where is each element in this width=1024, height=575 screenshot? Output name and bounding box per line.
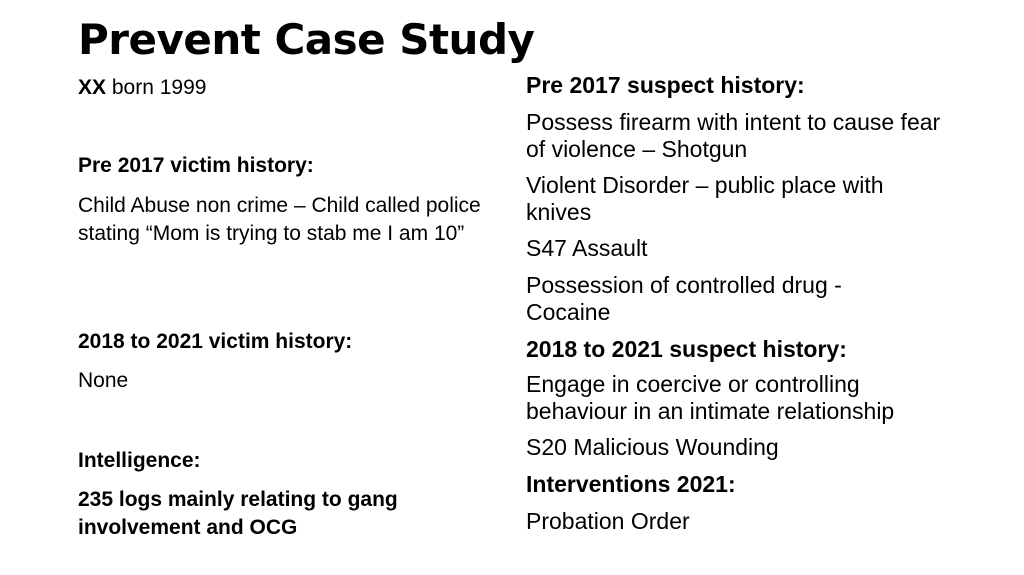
- suspect-2018-2021-item: S20 Malicious Wounding: [526, 434, 779, 460]
- pre2017-suspect-item: Violent Disorder – public place with knives: [526, 172, 884, 225]
- intelligence-heading: Intelligence:: [78, 449, 201, 472]
- intelligence-text: 235 logs mainly relating to gang involvement and OCG: [78, 488, 398, 539]
- pre2017-suspect-item: S47 Assault: [526, 235, 648, 261]
- pre2017-victim-text: Child Abuse non crime – Child called police stating “Mom is trying to stab me I am 10”: [78, 194, 481, 245]
- slide-title: Prevent Case Study: [78, 15, 535, 64]
- subject-born: born 1999: [111, 76, 207, 99]
- suspect-2018-2021-item: Engage in coercive or controlling behaviour in an intimate relationship: [526, 371, 895, 424]
- subject-id: XX: [78, 76, 107, 99]
- victim-2018-2021-heading: 2018 to 2021 victim history:: [78, 330, 353, 353]
- pre2017-suspect-item: Possess firearm with intent to cause fear of violence – Shotgun: [526, 109, 941, 162]
- pre2017-victim-heading: Pre 2017 victim history:: [78, 154, 314, 177]
- victim-2018-2021-text: None: [78, 369, 129, 392]
- interventions-heading: Interventions 2021:: [526, 471, 736, 497]
- pre2017-suspect-heading: Pre 2017 suspect history:: [526, 72, 805, 98]
- pre2017-suspect-item: Possession of controlled drug - Cocaine: [526, 272, 842, 325]
- subject-line: [78, 74, 206, 102]
- interventions-text: Probation Order: [526, 508, 690, 534]
- suspect-2018-2021-heading: 2018 to 2021 suspect history:: [526, 336, 847, 362]
